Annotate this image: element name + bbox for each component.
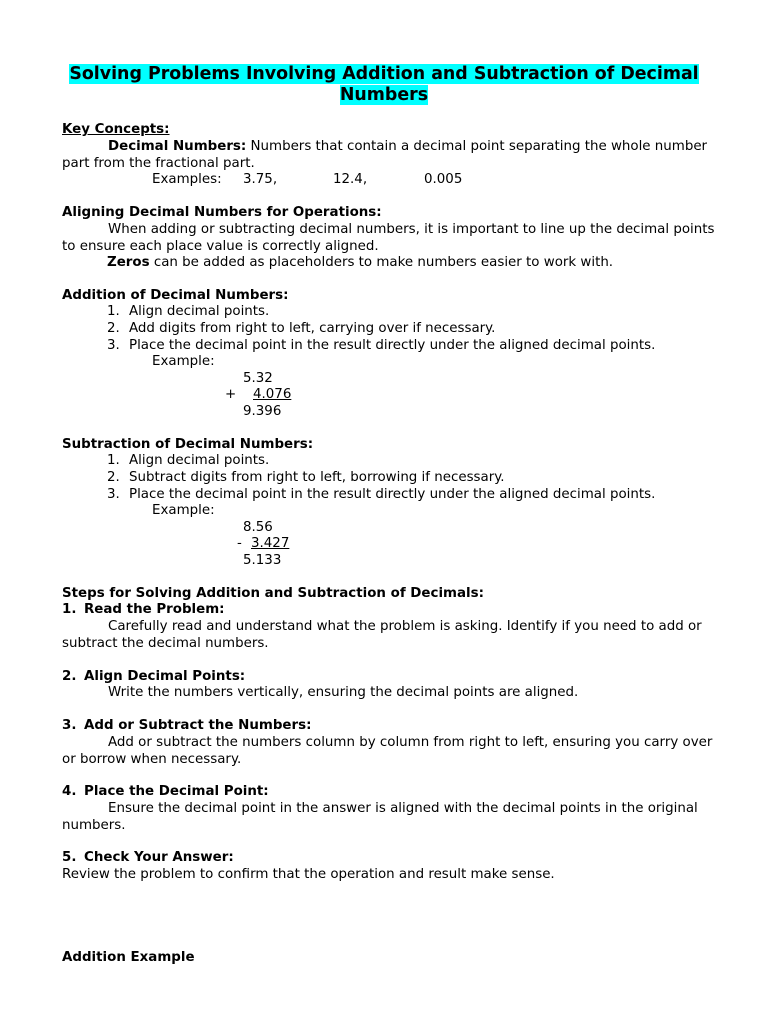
step-1-text: Carefully read and understand what the problem is asking. Identify if you need to add or subtract the decimal numbers. [62, 619, 702, 651]
steps-heading: Steps for Solving Addition and Subtraction of Decimals: [62, 586, 484, 601]
examples-label: Examples: [152, 172, 222, 187]
title-line-2: Numbers [339, 85, 429, 105]
addition-example-label: Example: [152, 354, 215, 369]
subtraction-result: 5.133 [243, 553, 282, 568]
step-3-heading: 3. Add or Subtract the Numbers: [62, 718, 312, 733]
zeros-text: can be added as placeholders to make numbers easier to work with. [149, 255, 614, 270]
step-2-text: Write the numbers vertically, ensuring the decimal points are aligned. [108, 685, 579, 700]
example-value-3: 0.005 [424, 172, 463, 187]
decimal-numbers-definition [62, 139, 722, 172]
addition-step-3: 3. Place the decimal point in the result directly under the aligned decimal points. [107, 338, 656, 353]
decimal-numbers-text: Numbers that contain a decimal point separating the whole number part from the fractional part. [62, 139, 708, 171]
subtraction-operator: - [237, 536, 242, 551]
addition-bottom-number: 4.076 [253, 387, 292, 402]
addition-result: 9.396 [243, 404, 282, 419]
subtraction-step-2: 2. Subtract digits from right to left, borrowing if necessary. [107, 470, 505, 485]
step-1-heading: 1. Read the Problem: [62, 602, 225, 617]
step-2-heading: 2. Align Decimal Points: [62, 669, 246, 684]
aligning-text: When adding or subtracting decimal numbers, it is important to line up the decimal points to ensure each place value is correctly aligned. [62, 222, 715, 254]
step-5-text: Review the problem to confirm that the operation and result make sense. [62, 867, 555, 882]
subtraction-example-label: Example: [152, 503, 215, 518]
zeros-note [107, 255, 613, 272]
decimal-numbers-term: Decimal Numbers: [108, 139, 247, 154]
aligning-heading: Aligning Decimal Numbers for Operations: [62, 205, 382, 220]
subtraction-bottom-number: 3.427 [251, 536, 290, 551]
addition-example-heading: Addition Example [62, 950, 195, 965]
addition-top-number: 5.32 [243, 371, 273, 386]
addition-heading: Addition of Decimal Numbers: [62, 288, 289, 303]
example-value-2: 12.4, [333, 172, 368, 187]
example-value-1: 3.75, [243, 172, 278, 187]
subtraction-top-number: 8.56 [243, 520, 273, 535]
key-concepts-heading: Key Concepts: [62, 122, 170, 137]
page-title [62, 64, 706, 106]
subtraction-step-3: 3. Place the decimal point in the result directly under the aligned decimal points. [107, 487, 656, 502]
subtraction-step-1: 1. Align decimal points. [107, 453, 270, 468]
title-line-1: Solving Problems Involving Addition and Subtraction of Decimal [69, 64, 699, 84]
step-4-text: Ensure the decimal point in the answer is aligned with the decimal points in the original numbers. [62, 801, 698, 833]
step-5-heading: 5. Check Your Answer: [62, 850, 234, 865]
step-4-heading: 4. Place the Decimal Point: [62, 784, 269, 799]
step-3-text: Add or subtract the numbers column by column from right to left, ensuring you carry over or borrow when necessary. [62, 735, 713, 767]
addition-step-2: 2. Add digits from right to left, carrying over if necessary. [107, 321, 496, 336]
zeros-term: Zeros [107, 255, 150, 270]
addition-operator: + [225, 387, 237, 402]
subtraction-heading: Subtraction of Decimal Numbers: [62, 437, 314, 452]
addition-step-1: 1. Align decimal points. [107, 304, 270, 319]
